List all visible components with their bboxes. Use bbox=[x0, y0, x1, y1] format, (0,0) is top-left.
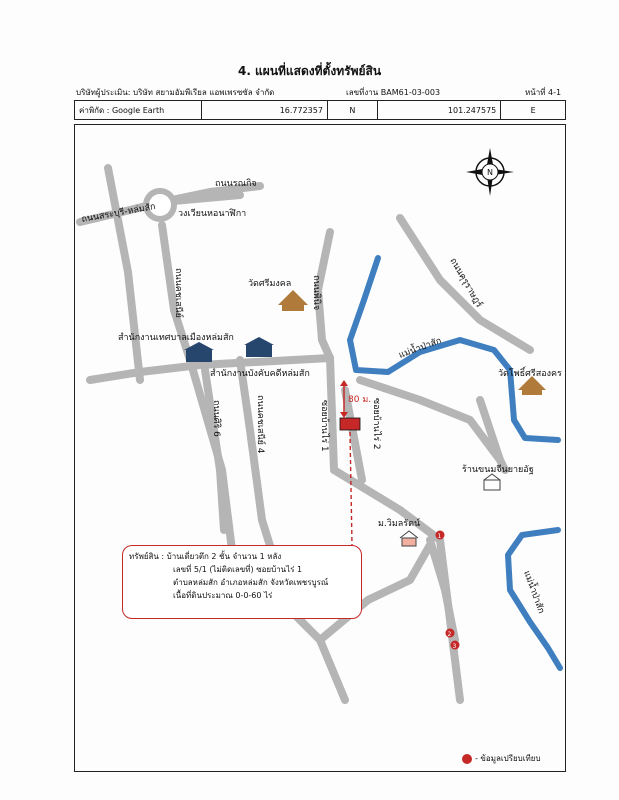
label-road-4: ถนนคชเสนีย์ 4 bbox=[255, 395, 265, 454]
property-address-district: ตำบลหล่มสัก อำเภอหล่มสัก จังหวัดเพชรบูรณ์ bbox=[173, 578, 329, 587]
enforcement-building-icon bbox=[244, 337, 274, 357]
svg-text:3: 3 bbox=[452, 643, 457, 650]
label-soi2: ซอยบ้านไร่ 2 bbox=[371, 398, 381, 450]
label-road-kij: ถนนรณกิจ bbox=[215, 179, 257, 189]
coord-source: ค่าพิกัด : Google Earth bbox=[75, 101, 202, 119]
legend bbox=[462, 752, 541, 765]
road-soi1 bbox=[330, 358, 334, 470]
coord-lat-dir: N bbox=[328, 101, 378, 119]
property-land-area: เนื้อที่ดินประมาณ 0-0-60 ไร่ bbox=[173, 591, 273, 600]
legend-label: - ข้อมูลเปรียบเทียบ bbox=[475, 754, 541, 763]
label-road-pheonitsan: ถนนพินิจ bbox=[311, 275, 321, 311]
roads bbox=[80, 168, 530, 700]
job-number: เลขที่งาน BAM61-03-003 bbox=[346, 88, 441, 97]
page-title: 4. แผนที่แสดงที่ตั้งทรัพย์สิน bbox=[237, 64, 382, 78]
label-road-6: ถนนศิริ 6 bbox=[211, 400, 221, 437]
subject-property-marker[interactable] bbox=[340, 418, 360, 430]
coord-lat: 16.772357 bbox=[202, 101, 327, 119]
callout-pointer bbox=[350, 432, 352, 545]
label-enforcement: สำนักงานบังคับคดีหล่มสัก bbox=[210, 369, 310, 379]
label-road-kuharat: ถนนคุรุราษฎร์ bbox=[447, 256, 484, 310]
road-6 bbox=[205, 370, 224, 530]
svg-text:1: 1 bbox=[437, 533, 442, 540]
label-village: ม.วิมลรัตน์ bbox=[378, 519, 421, 529]
svg-text:2: 2 bbox=[447, 631, 452, 638]
label-temple-pho-sri: วัดโพธิ์ศรีสองคร bbox=[498, 369, 562, 379]
property-type: ทรัพย์สิน : บ้านเดี่ยวตึก 2 ชั้น จำนวน 1 หลัง bbox=[129, 552, 282, 561]
label-shop: ร้านขนมจีนยายอัฐ bbox=[462, 465, 534, 475]
label-distance: 80 ม. bbox=[348, 395, 372, 405]
compass bbox=[466, 148, 514, 196]
property-address-number: เลขที่ 5/1 (ไม่ติดเลขที่) ซอยบ้านไร่ 1 bbox=[173, 565, 303, 574]
label-road-saraburi: ถนนสระบุรี-หล่มสัก bbox=[80, 202, 157, 225]
label-circle: วงเวียนหอนาฬิกา bbox=[178, 209, 247, 219]
label-river-south: แม่น้ำป่าสัก bbox=[521, 569, 546, 615]
property-callout bbox=[122, 545, 362, 619]
label-municipal: สำนักงานเทศบาลเมืองหล่มสัก bbox=[118, 333, 234, 343]
legend-dot-icon bbox=[462, 754, 472, 764]
page-number: หน้าที่ 4-1 bbox=[525, 88, 562, 97]
village-icon bbox=[400, 531, 418, 546]
label-soi1: ซอยบ้านไร่ 1 bbox=[319, 400, 329, 452]
shop-icon bbox=[484, 474, 500, 490]
appraiser-company: บริษัทผู้ประเมิน: บริษัท สยามอัมพีเรียล แอพเพรซซัล จำกัด bbox=[76, 88, 275, 97]
label-river-north: แม่น้ำป่าสัก bbox=[397, 336, 443, 361]
coord-lon-dir: E bbox=[530, 105, 536, 115]
label-temple-sri-mongkol: วัดศรีมงคล bbox=[248, 279, 292, 289]
temple-sri-mongkol-icon bbox=[278, 290, 308, 311]
road-left-vertical bbox=[108, 168, 140, 380]
compass-n: N bbox=[487, 168, 493, 177]
coord-lon: 101.247575 bbox=[378, 101, 501, 119]
label-road-kuhanat: ถนนคชเสนีย์ bbox=[173, 268, 183, 318]
